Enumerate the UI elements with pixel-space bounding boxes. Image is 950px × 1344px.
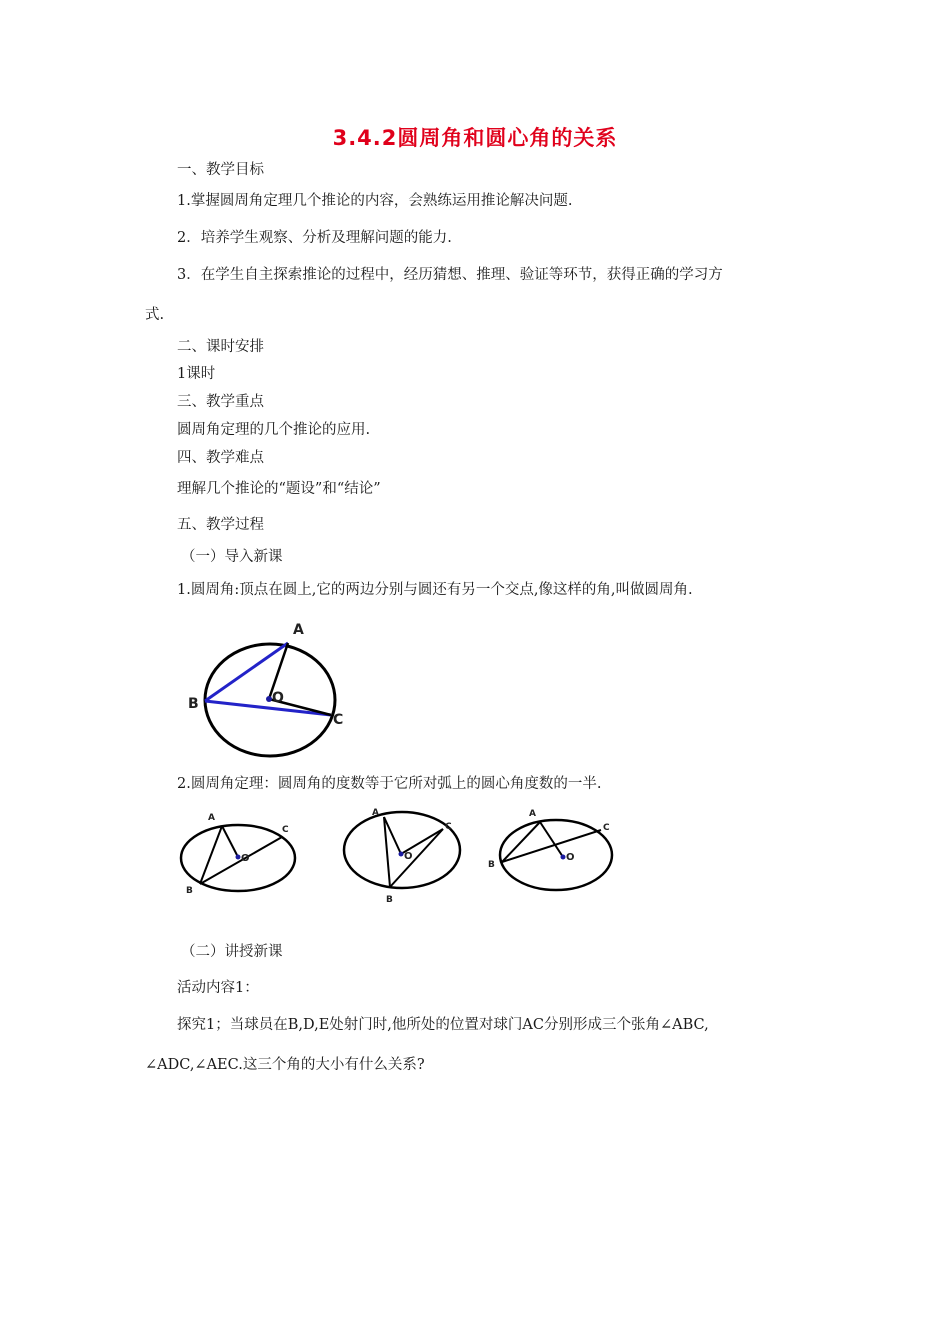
paragraph-definition: 1.圆周角:顶点在圆上,它的两边分别与圆还有另一个交点,像这样的角,叫做圆周角. (177, 582, 693, 598)
circle (344, 812, 460, 888)
label-a: A (529, 809, 536, 819)
chord-bc (205, 701, 331, 715)
subsection-heading-intro: （一）导入新课 (181, 549, 283, 565)
label-a: A (208, 813, 215, 823)
label-b: B (186, 886, 193, 896)
paragraph-theorem: 2.圆周角定理：圆周角的度数等于它所对弧上的圆心角度数的一半. (177, 776, 602, 792)
paragraph-key-points: 圆周角定理的几个推论的应用. (177, 422, 371, 438)
paragraph-difficulties: 理解几个推论的“题设”和“结论” (177, 481, 381, 497)
radius-oa (222, 826, 238, 857)
label-o: O (566, 852, 575, 863)
label-o: O (241, 853, 250, 864)
chord-ba (200, 826, 222, 884)
label-c: C (282, 825, 289, 835)
label-c: C (445, 822, 452, 832)
label-a: A (372, 808, 379, 818)
section-heading-schedule: 二、课时安排 (177, 339, 264, 355)
paragraph-objective-2: 2．培养学生观察、分析及理解问题的能力. (177, 230, 452, 246)
section-heading-key-points: 三、教学重点 (177, 394, 264, 410)
figure-theorem-case-1 (170, 805, 300, 900)
paragraph-objective-3: 3．在学生自主探索推论的过程中，经历猜想、推理、验证等环节，获得正确的学习方 (177, 267, 723, 283)
label-b: B (386, 895, 393, 905)
circle (500, 820, 612, 890)
paragraph-objective-1: 1.掌握圆周角定理几个推论的内容，会熟练运用推论解决问题. (177, 193, 573, 209)
section-heading-objectives: 一、教学目标 (177, 162, 264, 178)
label-o: O (272, 690, 284, 706)
section-heading-process: 五、教学过程 (177, 517, 264, 533)
paragraph-schedule: 1课时 (177, 366, 216, 382)
label-c: C (603, 823, 610, 833)
section-heading-difficulties: 四、教学难点 (177, 450, 264, 466)
figure-theorem-case-3 (485, 805, 620, 900)
page-title: 3.4.2圆周角和圆心角的关系 (332, 126, 618, 150)
center-point (399, 852, 404, 857)
label-b: B (488, 860, 495, 870)
figure-theorem-case-2 (335, 803, 465, 908)
figure-inscribed-angle (185, 615, 355, 760)
paragraph-exploration-1-cont: ∠ADC,∠AEC.这三个角的大小有什么关系? (145, 1057, 425, 1073)
paragraph-objective-3-cont: 式. (145, 307, 165, 323)
paragraph-activity-1: 活动内容1： (177, 980, 259, 996)
subsection-heading-new-lesson: （二）讲授新课 (181, 944, 283, 960)
chord-bc (390, 829, 443, 887)
center-point (236, 855, 241, 860)
label-o: O (404, 851, 413, 862)
label-c: C (333, 712, 344, 728)
paragraph-exploration-1: 探究1；当球员在B,D,E处射门时,他所处的位置对球门AC分别形成三个张角∠ABC, (177, 1017, 709, 1033)
center-point (561, 855, 566, 860)
radius-oa (540, 822, 563, 857)
label-b: B (188, 696, 199, 712)
label-a: A (293, 622, 304, 638)
